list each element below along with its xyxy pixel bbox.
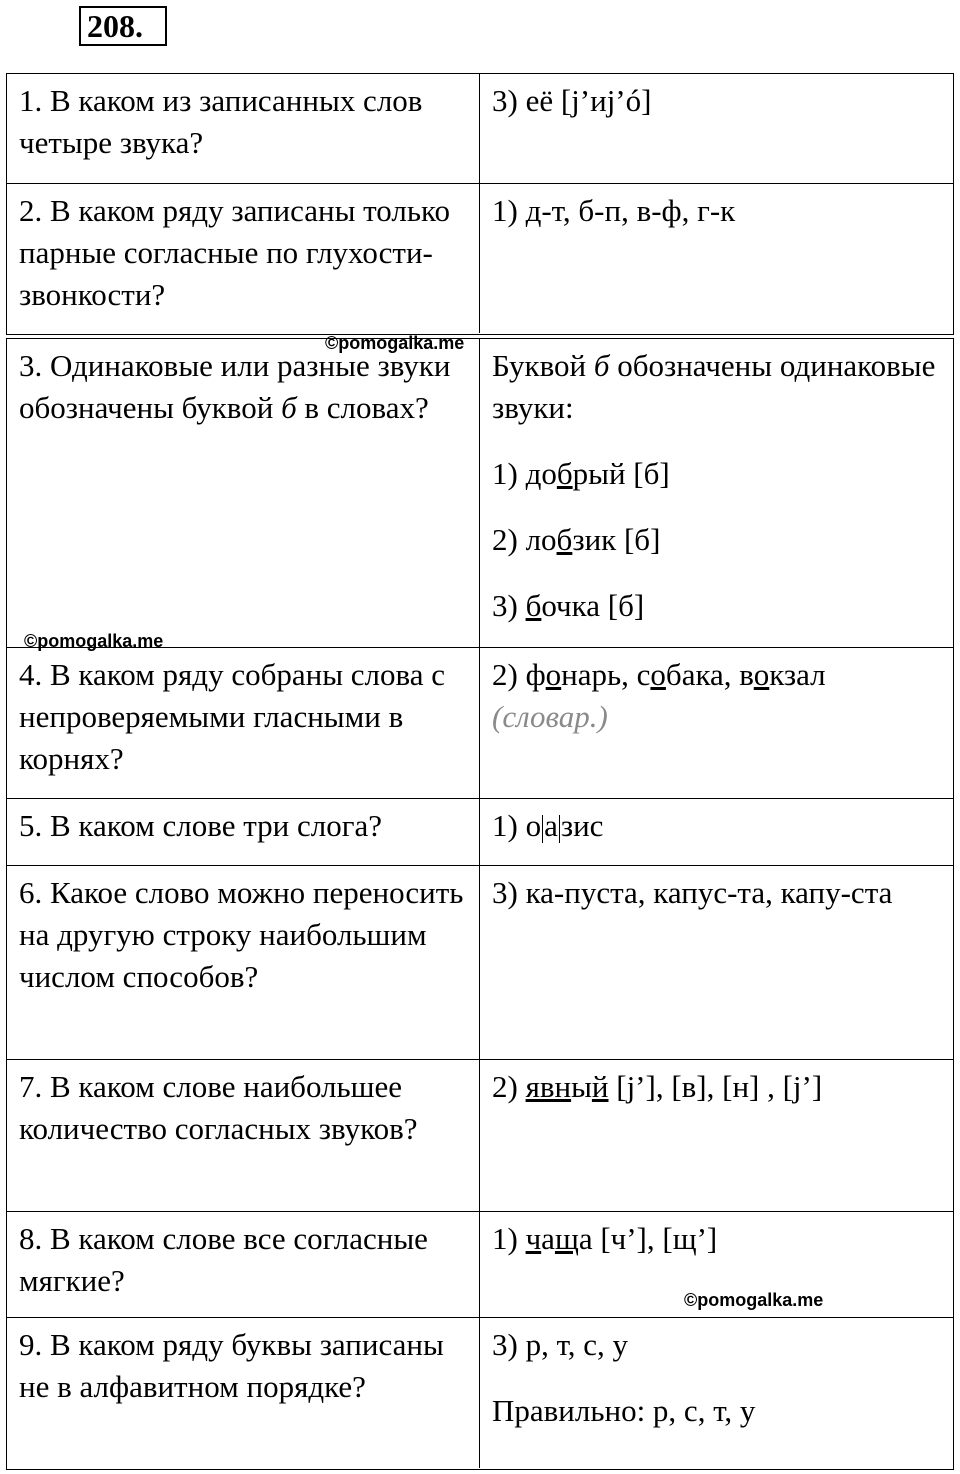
answer-cell: 1) д-т, б-п, в-ф, г-к	[492, 193, 736, 228]
table-row	[7, 1060, 953, 1212]
table-row	[7, 866, 953, 1060]
question-cell: 6. Какое слово можно переносить на другую строку наибольшим числом способов?	[7, 866, 480, 1059]
question-cell: 8. В каком слове все согласные мягкие?	[7, 1212, 480, 1317]
table-row	[7, 74, 953, 184]
table-row	[7, 184, 953, 333]
answer-cell: 3) её [j’иj’ó]	[492, 83, 652, 118]
table-row	[7, 1318, 953, 1468]
question-cell	[7, 339, 480, 647]
answer-table-part-1	[6, 73, 954, 335]
dictionary-note: (словар.)	[492, 699, 608, 734]
question-cell: 4. В каком ряду собраны слова с непроверяемыми гласными в корнях?	[7, 648, 480, 798]
question-text: 3. Одинаковые или разные звуки обозначены буквой	[19, 348, 451, 425]
question-cell: 9. В каком ряду буквы записаны не в алфавитном порядке?	[7, 1318, 480, 1468]
watermark: ©pomogalka.me	[684, 1290, 824, 1310]
answer-intro: Буквой б обозначены одинаковые звуки:	[492, 348, 936, 425]
exercise-number: 208.	[79, 6, 167, 46]
table-row	[7, 648, 953, 799]
table-row	[7, 799, 953, 866]
table-row	[7, 339, 953, 648]
watermark: ©pomogalka.me	[24, 631, 164, 651]
question-cell: 7. В каком слове наибольшее количество согласных звуков?	[7, 1060, 480, 1211]
answer-cell: 3) ка-пуста, капус-та, капу-ста	[492, 875, 893, 910]
answer-item: 3) бочка [б]	[492, 588, 645, 623]
answer-correction: Правильно: р, с, т, у	[492, 1393, 756, 1428]
watermark: ©pomogalka.me	[325, 333, 465, 353]
answer-cell: 2) фонарь, собака, вокзал (словар.)	[492, 657, 826, 734]
answer-cell	[480, 1318, 953, 1468]
answer-item: 2) лобзик [б]	[492, 522, 661, 557]
answer-cell: 1) чаща [ч’], [щ’]	[492, 1221, 718, 1256]
answer-cell	[480, 339, 953, 647]
question-cell: 1. В каком из записанных слов четыре звука?	[7, 74, 480, 183]
answer-cell: 1) оазис	[492, 808, 604, 843]
question-text: в словах?	[296, 390, 429, 425]
syllable-divider	[542, 815, 543, 843]
letter-b: б	[281, 390, 297, 425]
answer-text: 3) р, т, с, у	[492, 1327, 629, 1362]
answer-cell: 2) явный [j’], [в], [н] , [j’]	[492, 1069, 823, 1104]
answer-item: 1) добрый [б]	[492, 456, 670, 491]
syllable-divider	[559, 815, 560, 843]
question-cell: 2. В каком ряду записаны только парные согласные по глухости-звонкости?	[7, 184, 480, 333]
question-cell: 5. В каком слове три слога?	[7, 799, 480, 865]
